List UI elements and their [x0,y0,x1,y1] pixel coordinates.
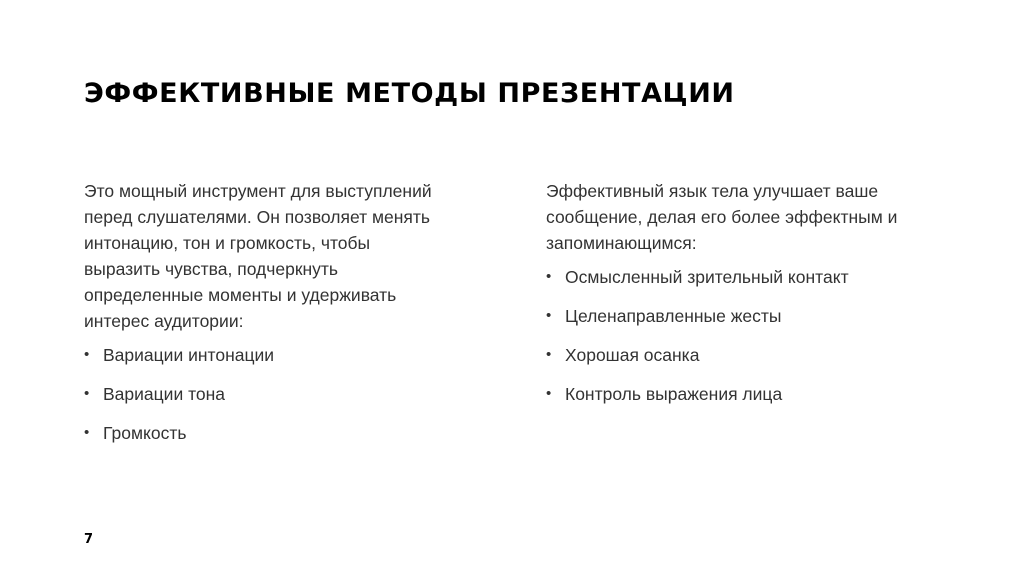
bullet-icon: • [546,385,552,402]
right-column-text [546,178,941,256]
list-item [84,342,484,381]
bullet-text: Контроль выражения лица [565,384,783,404]
left-column [84,178,484,459]
bullet-text: Целенаправленные жесты [565,306,782,326]
right-column [546,178,946,420]
bullet-icon: • [84,385,90,402]
list-item [546,303,946,342]
right-bullet-list [546,264,946,420]
bullet-text: Хорошая осанка [565,345,700,365]
list-item [546,342,946,381]
bullet-icon: • [546,307,552,324]
slide-title: ЭФФЕКТИВНЫЕ МЕТОДЫ ПРЕЗЕНТАЦИИ [84,78,735,109]
text-line: Эффективный язык тела улучшает ваше [546,181,879,201]
text-line: перед слушателями. Он позволяет менять [84,207,431,227]
left-bullet-list [84,342,484,459]
bullet-icon: • [84,424,90,441]
list-item [546,264,946,303]
list-item [84,420,484,459]
bullet-text: Вариации тона [103,384,226,404]
bullet-icon: • [546,268,552,285]
bullet-text: Вариации интонации [103,345,275,365]
text-line: запоминающимся: [546,233,697,253]
text-line: сообщение, делая его более эффектным и [546,207,898,227]
text-line: выразить чувства, подчеркнуть [84,259,339,279]
text-line: определенные моменты и удерживать [84,285,397,305]
bullet-icon: • [546,346,552,363]
text-line: интерес аудитории: [84,311,244,331]
bullet-text: Громкость [103,423,187,443]
list-item [84,381,484,420]
text-line: Это мощный инструмент для выступлений [84,181,432,201]
left-column-text [84,178,479,334]
list-item [546,381,946,420]
bullet-text: Осмысленный зрительный контакт [565,267,849,287]
bullet-icon: • [84,346,90,363]
text-line: интонацию, тон и громкость, чтобы [84,233,371,253]
page-number: 7 [84,532,94,547]
